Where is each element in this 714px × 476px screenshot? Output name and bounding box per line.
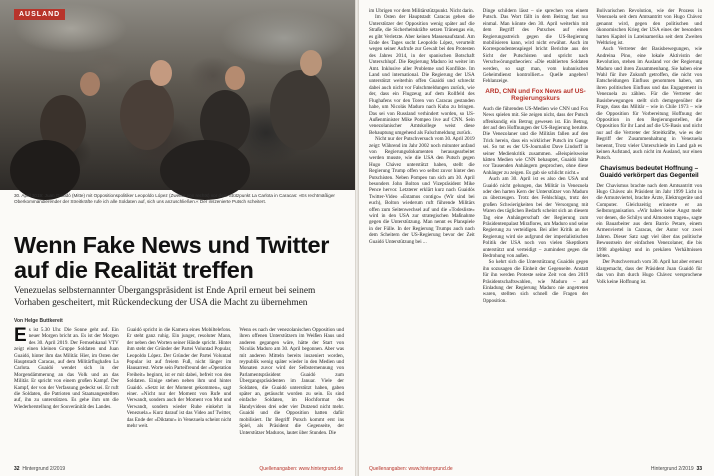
body-column bbox=[14, 327, 119, 459]
left-page bbox=[0, 0, 355, 476]
body-paragraph: Auch Vertreter der Basisbewegungen, wie Andreina Pino, eine lokale Aktivistin der Revolution, stehen im Ausland vor der Regierung Maduro und ihren Zusammenhang. Sie haben eine Wahl für ihre Zukunft getroffen, die nicht von Entscheidungen Einfluss genommen haben, um ihren politischen Einfluss und das Engagement in Venezuela zu zählen. Für die Vertreter der Basisbewegungen stellt sich demgegenüber die Frage, dass das Militär – wie in Chile 1973 – wie die Opposition für Vorbereitung Hoffnung der Opposition in den Regierungsstellen, die Opposition für ihr Land auf die US-Basis und nicht nur auf die Vertreter der Streitkräfte, wie es der Begriff der Zusammenhaltung in Venezuela benennt, Trotz vieler Unterschiede im Land gab es keinen Aufstand, auch nicht im Ausland, nur einen Putsch. bbox=[596, 46, 703, 162]
body-paragraph: Im Osten der Hauptstadt Caracas gehen die Unterstützer der Opposition wenig später auf die Straße, die Sicherheitskräfte setzen Tränengas ein, es gibt Verletzte. Aber keinen Massenaufstand. Am Ende des Tages sucht Leopoldo López, verurteilt wegen seiner Aufrufe zur Gewalt bei den Protesten des Jahres 2014, in der spanischen Botschaft Unterschlupf. Die Regierung Maduro ist weiter im Amt. Inklusive aller Probleme und Konflikte. Im Land und international. Die Regierung der USA unterstützt weiterhin offen Guaidó und schreckt dabei auch nicht vor Falschmeldungen zurück, wie der, dass ein Flugzeug auf dem Rollfeld des Flughafens vor den Toren von Caracas gestanden habe, um Nicolás Maduro nach Kuba zu bringen. Das sei von Russland verhindert worden, so US-Außenminister Mike Pompeo live auf CNN. Sein venezolanischer Amtskollege weist diese Behauptung umgehend als Falschmeldung zurück. bbox=[369, 14, 475, 136]
body-paragraph: Der Chavismus brachte nach dem Amtsantritt von Hugo Chávez als Präsident im Jahr 1999 Licht in die Armutsviertel, brachte Ärzte, Elektrogeräte und Computer. Gleichzeitig erinnerte er an Selbstorganisation. »Wir haben keine Angst mehr vor denen, die Schilys und Almosten tragen«, sagte ein Bauarbeiter aus dem Barrio Petare, einem Armenviertel in Caracas, der Autor vor zwei Jahren. Dieser Satz sagt viel über das politische Bewusstsein der einfachen Venezolaner, die bis 1998 abgehängt und in prekären Verhältnissen lebten. bbox=[596, 182, 703, 260]
right-body-columns bbox=[369, 8, 702, 460]
body-paragraph: Auch am 30. April ist es also den USA und Guaidó nicht gelungen, das Militär in Venezuela oder den harten Kern der Unterstützer von Maduro zu überzeugen. Trotz des Fehlschlags, trotz der großen Schwierigkeiten bei der Versorgung mit Waren des täglichen Bedarfs scheint sich an diesem Tag eine Anhängerschaft der Regierung zum Präsidentenpalast Miraflores, um Maduro und seine Regierung zu verteidigen. Bei aller Kritik an der Regierung wird sie aufgrund der imperialistischen Politik der USA noch von vielen Skeptikern unterstützt und verteidigt – zumindest gegen die Bedrohung von außen. bbox=[482, 176, 589, 260]
drop-cap: E bbox=[14, 327, 27, 346]
page-number: 32 bbox=[14, 466, 20, 472]
left-footer bbox=[14, 466, 343, 472]
body-column bbox=[239, 327, 344, 459]
body-paragraph: Wenn es nach der venezolanischen Opposition und ihren offenen Unterstützern im Weißen Haus und anderen gegangen wäre, hätte der Start von Nicolás Maduro am 30. April begonnen. Aber was mit anderen Mitteln bereits inszeniert worden, reypublik wenig später wieder in den Medien und Monaten zuvor wird der Selbsternennung von Parlamentspräsident Guaidó zum Übergangspräsidenten im Januar. Viele der Soldaten, die Guaidó unterstützt haben, gaben später an, getäuscht worden zu sein. Es sind einfache Soldaten, im Hochformat des Handyvideos drei oder vier Dutzend nicht mehr. Guaidó und die Opposition hatten dafür mobilisiert. Ihr Begriff Putsch kommt erst ins Spiel, als Präsident die Gegenseite, der Unterstützer Maduros, lautet über Stunden. Die bbox=[239, 327, 345, 436]
body-text: s ist 5.30 Uhr. Die Sonne geht auf. Ein neuer Morgen bricht an. Es ist der Morgen des 30. April 2019. Der Fernsehkanal VTV zeigt einen kleinen Gruppe Soldaten und Juan Guaidó, hinter ihm das Militär. Hier, im Osten der Hauptstadt Caracas, auf dem Militärflughafen La Carlota. Guaidó wendet sich in der Morgendämmerung an das Volk und an das Militär. Er spricht von einem großen Kampf. Der Kampf, der von der Verfassung gedeckt sei. Er ruft die Soldaten, die Patrioten und Staatsangestellten auf, ihn zu unterstützen. Es gehe ihm um die Wiederherstellung der Souveränität des Landes. bbox=[14, 327, 119, 410]
subheading: ARD, CNN und Fox News auf US-Regierungskurs bbox=[485, 87, 586, 103]
body-paragraph: im Übrigen vor dem Militärstützpunkt. Nicht darin. bbox=[369, 8, 474, 14]
page-number: 33 bbox=[696, 466, 702, 472]
source-note: Quellenangaben: www.hintergrund.de bbox=[369, 466, 453, 472]
body-paragraph: Guaidó spricht in die Kamera eines Mobiltelefons. Er steht ganz ruhig. Ein junger, resoluter Mann, der neben den Worten seiner Hände spricht. Hinter ihm steht der Gründer der Partei Voluntad Popular, Leopoldo López. Der Gründer der Partei Voluntad Popular ist auf freiem Fuß, nicht länger im Hausarrest. Worte sein Parteifreund der »Operation Freiheit« beginnt, ist er mit dabei, befreit von den Soldaten. Einige stehen neben ihm und hinter Guaidó. »Setzt ist der Moment gekommen«, sagt einer. »Nicht nur der Moment von Rufe und Verwandt, sondern auch der Moment von Mut und Verwandt, sondern wieder Ruhe einkehrt in Venezuela.« Kurz darauf ist das Video auf Twitter, das Ende der »Diktatur« in Venezuela scheint nicht mehr weit. bbox=[126, 327, 232, 430]
lead-photo bbox=[0, 0, 355, 190]
body-paragraph: Auch die führenden US-Medien wie CNN und Fox News spielen mit. Sie zeigen nicht, dass der Putsch offenkundig ein Betrug gewesen ist. Ein Betrug, der auf den Hoffnungen der US-Regierung beruhte. Die Venezolaner und die Militärs fallen auf den Trick herein, dass ein wirklicher Putsch im Gange sei. So tut es der US-Journalist Dave Lindorff in seiner Medienkritik zusammen. »Beispielsweise hätten Medien wie CNN behauptet, Guaidó hätte vor Tausenden Anhängern gesprochen, ohne diese Anhänger zu zeigen. Es gab sie schlicht nicht.« bbox=[482, 105, 589, 176]
body-column bbox=[596, 8, 702, 460]
byline: Von Helge Buttkereit bbox=[14, 318, 63, 324]
body-paragraph: So kehrt sich die Unterstützung Guaidós gegen ihn sozusagen die Einheit der Gegenseite. Anstatt für ihn werden Proteste seine Zeit von den 2019 Präsidentschaftswahlen, wie Maduro – auf Einladung der Regierung Maduro nie angetreten waren, stellten sich schnell die Fragen der Opposition. bbox=[482, 259, 589, 304]
magazine-issue: Hintergrund 2/2019 bbox=[22, 466, 66, 472]
article-subhead: Venezuelas selbsternannter Übergangspräsident ist Ende April erneut bei seinem Vorhaben gescheitert, mit Rückendeckung der USA die Macht zu übernehmen bbox=[14, 286, 316, 308]
body-paragraph: Der Putschversuch vom 30. April hat aber erneut klargemacht, dass der Präsident Juan Guaidó für das von ihm durch Hugo Chávez versprochene Volk keine Hoffnung ist. bbox=[596, 259, 703, 285]
body-paragraph: Bolivarischen Revolution, wie der Prozess in Venezuela seit dem Amtsantritt von Hugo Chávez genannt wird, gegen den politischen und ökonomischen Krieg der USA eines der besonders harten Kapitel in Lateinamerika seit dem Zweiten Weltkrieg ist. bbox=[596, 8, 703, 47]
left-body-columns bbox=[14, 327, 344, 459]
article-headline: Wenn Fake News und Twitter auf die Realität treffen bbox=[14, 232, 330, 283]
source-note: Quellenangaben: www.hintergrund.de bbox=[259, 466, 343, 472]
body-column bbox=[369, 8, 475, 460]
subheading: Chavismus bedeutet Hoffnung – Guaidó verkörpert das Gegenteil bbox=[599, 164, 699, 180]
body-column bbox=[483, 8, 589, 460]
body-paragraph: Nicht nur der Putschversuch vom 30. April 2019 zeigt: Während im Jahr 2002 noch mitunter anfand von Regierungsdokumenten herausgearbeitet werden musste, wie die USA den Putsch gegen Hugo Chávez unterstützt haben, stellt die Regierung Trump offen wo selbst zuvor hinter den Putschisten. Neben Pompeo tun sich am 30. April besonders John Bolton und Vizepräsident Mike Pence hervor. Letzterer erklärt kurz nach Guaidós Twitter-Video »Estamos contigo« (Wir sind bei euch), Bolton wiederum ruft führende Militärs offen zum Seitenwechsel auf und die »Todesliste« wird in den USA zur strategischen Maßnahme gegen die Unterstützung. Man nennt es Planspiele in der Fülle. In der Regierung Trumps auch nach dem Scheitern der US-Regierung bevor der Zeit Guaidó Unterstützung bei ... bbox=[369, 136, 475, 245]
right-page bbox=[359, 0, 714, 476]
body-paragraph: Dinge schildern lässt – sie sprechen von einem Putsch. Das Wort fällt in dem Beitrag fast nur einmal. Man könnte den 30. April weiterhin mit dem Begriff des Putsches auf einen Regierungsstreich gegen die US-Regierung mobilisieren kann, wird nicht erwähnt. Auch im Korrespondentenspiegel bricht Berichte aus der Sicht der Putschisten und spricht nach Verschwörungstheorien: »Die etablierten Soldaten werden, so sagt man, vom kubanischen Geheimdienst kontrolliert.« Quelle angeben? Fehlanzeige. bbox=[482, 8, 589, 85]
right-footer bbox=[369, 466, 702, 472]
body-column bbox=[127, 327, 232, 459]
body-paragraph bbox=[14, 327, 119, 410]
photo-caption: 30. April 2019: Juan Guaidó (Mitte) mit Oppositionspolitiker Leopoldo López (Zweiter von rechts) vor dem Stützpunkt La Carlota in Caracas: »Es rechtmäßiger Oberkommandierender der Streitkräfte rufe ich alle Soldaten auf, sich uns anzuschließen.« Der inszenierte Putsch scheitert. bbox=[14, 193, 335, 204]
magazine-issue: Hintergrund 2/2019 bbox=[650, 466, 694, 472]
section-tag: AUSLAND bbox=[14, 9, 65, 20]
